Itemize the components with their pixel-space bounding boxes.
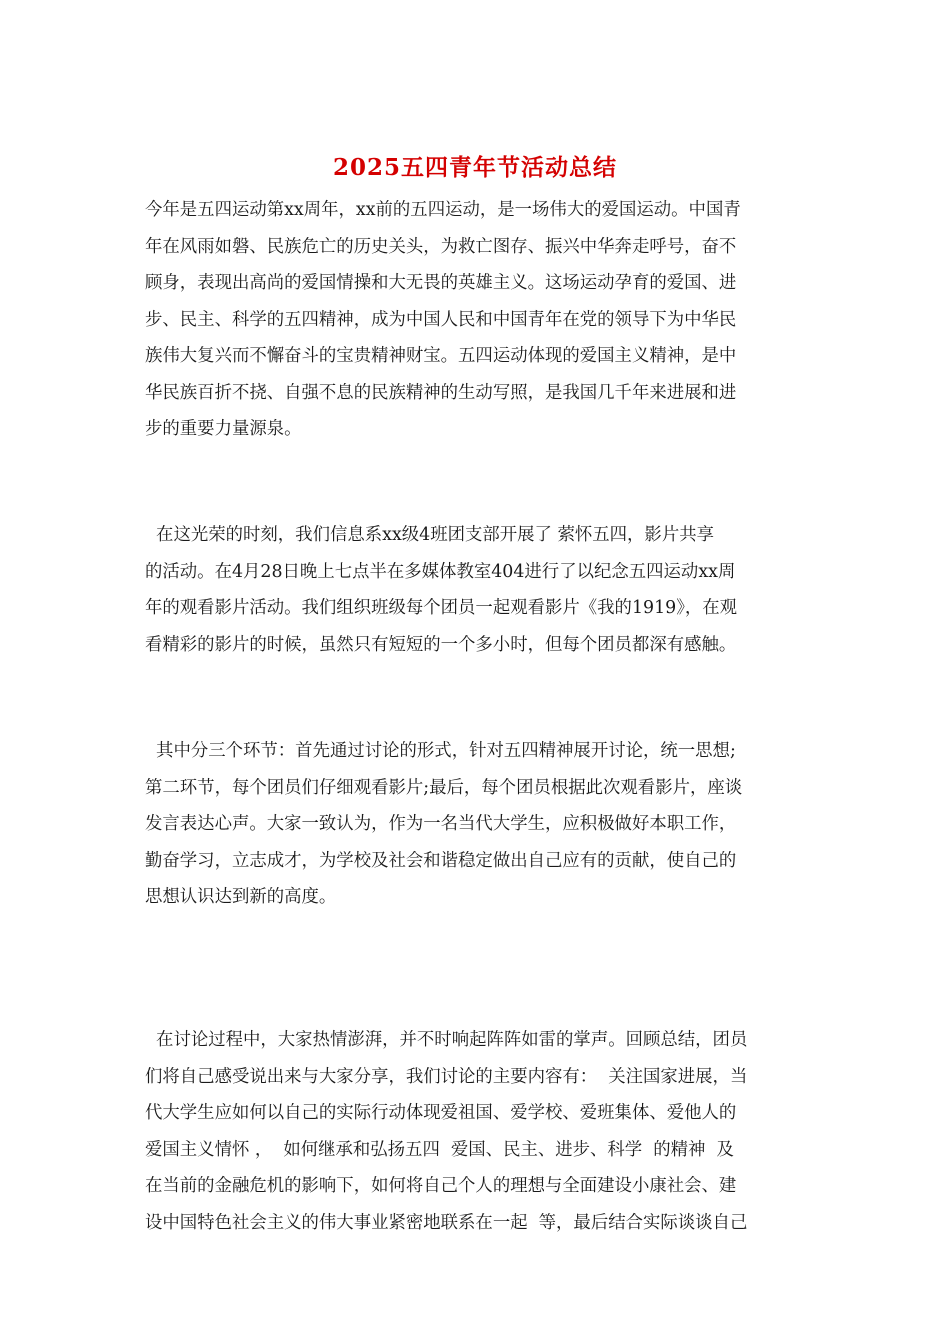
- paragraph-line: 发言表达心声。大家一致认为，作为一名当代大学生，应积极做好本职工作，: [145, 814, 737, 834]
- paragraph-discussion: [145, 1022, 805, 1241]
- paragraph-line: 看精彩的影片的时候，虽然只有短短的一个多小时，但每个团员都深有感触。: [145, 634, 737, 655]
- paragraph-line: 代大学生应如何以自己的实际行动体现爱祖国、爱学校、爱班集体、爱他人的: [145, 1103, 737, 1123]
- paragraph-line: 步的重要力量源泉。: [145, 419, 302, 439]
- paragraph-line: 在这光荣的时刻，我们信息系xx级4班团支部开展了 萦怀五四，影片共享: [145, 525, 714, 545]
- paragraph-line: 在讨论过程中，大家热情澎湃，并不时响起阵阵如雷的掌声。回顾总结，团员: [145, 1030, 748, 1050]
- paragraph-line: 步、民主、科学的五四精神，成为中国人民和中国青年在党的领导下为中华民: [145, 309, 737, 330]
- paragraph-line: 的活动。在4月28日晚上七点半在多媒体教室404进行了以纪念五四运动xx周: [145, 561, 736, 582]
- paragraph-line: 其中分三个环节：首先通过讨论的形式，针对五四精神展开讨论，统一思想;: [145, 741, 736, 761]
- paragraph-line: 们将自己感受说出来与大家分享，我们讨论的主要内容有： 关注国家进展，当: [145, 1066, 748, 1087]
- paragraph-line: 族伟大复兴而不懈奋斗的宝贵精神财宝。五四运动体现的爱国主义精神，是中: [145, 346, 737, 366]
- paragraph-line: 顾身，表现出高尚的爱国情操和大无畏的英雄主义。这场运动孕育的爱国、进: [145, 273, 737, 293]
- paragraph-line: 爱国主义情怀 ， 如何继承和弘扬五四 爱国、民主、进步、科学 的精神 及: [145, 1139, 734, 1160]
- paragraph-line: 思想认识达到新的高度。: [145, 887, 337, 907]
- paragraph-line: 今年是五四运动第xx周年，xx前的五四运动，是一场伟大的爱国运动。中国青: [145, 200, 741, 220]
- paragraph-intro: [145, 192, 805, 448]
- paragraph-line: 华民族百折不挠、自强不息的民族精神的生动写照，是我国几千年来进展和进: [145, 382, 737, 403]
- paragraph-sessions: [145, 733, 805, 916]
- paragraph-line: 年的观看影片活动。我们组织班级每个团员一起观看影片《我的1919》，在观: [145, 598, 738, 618]
- paragraph-line: 年在风雨如磐、民族危亡的历史关头，为救亡图存、振兴中华奔走呼号，奋不: [145, 236, 737, 257]
- paragraph-line: 在当前的金融危机的影响下，如何将自己个人的理想与全面建设小康社会、建: [145, 1176, 737, 1196]
- document-title: 2025五四青年节活动总结: [332, 154, 617, 181]
- paragraph-line: 勤奋学习，立志成才，为学校及社会和谐稳定做出自己应有的贡献，使自己的: [145, 850, 737, 871]
- paragraph-line: 第二环节，每个团员们仔细观看影片;最后，每个团员根据此次观看影片，座谈: [145, 777, 743, 798]
- paragraph-line: 设中国特色社会主义的伟大事业紧密地联系在一起 等，最后结合实际谈谈自己: [145, 1212, 748, 1233]
- paragraph-activity: [145, 517, 805, 663]
